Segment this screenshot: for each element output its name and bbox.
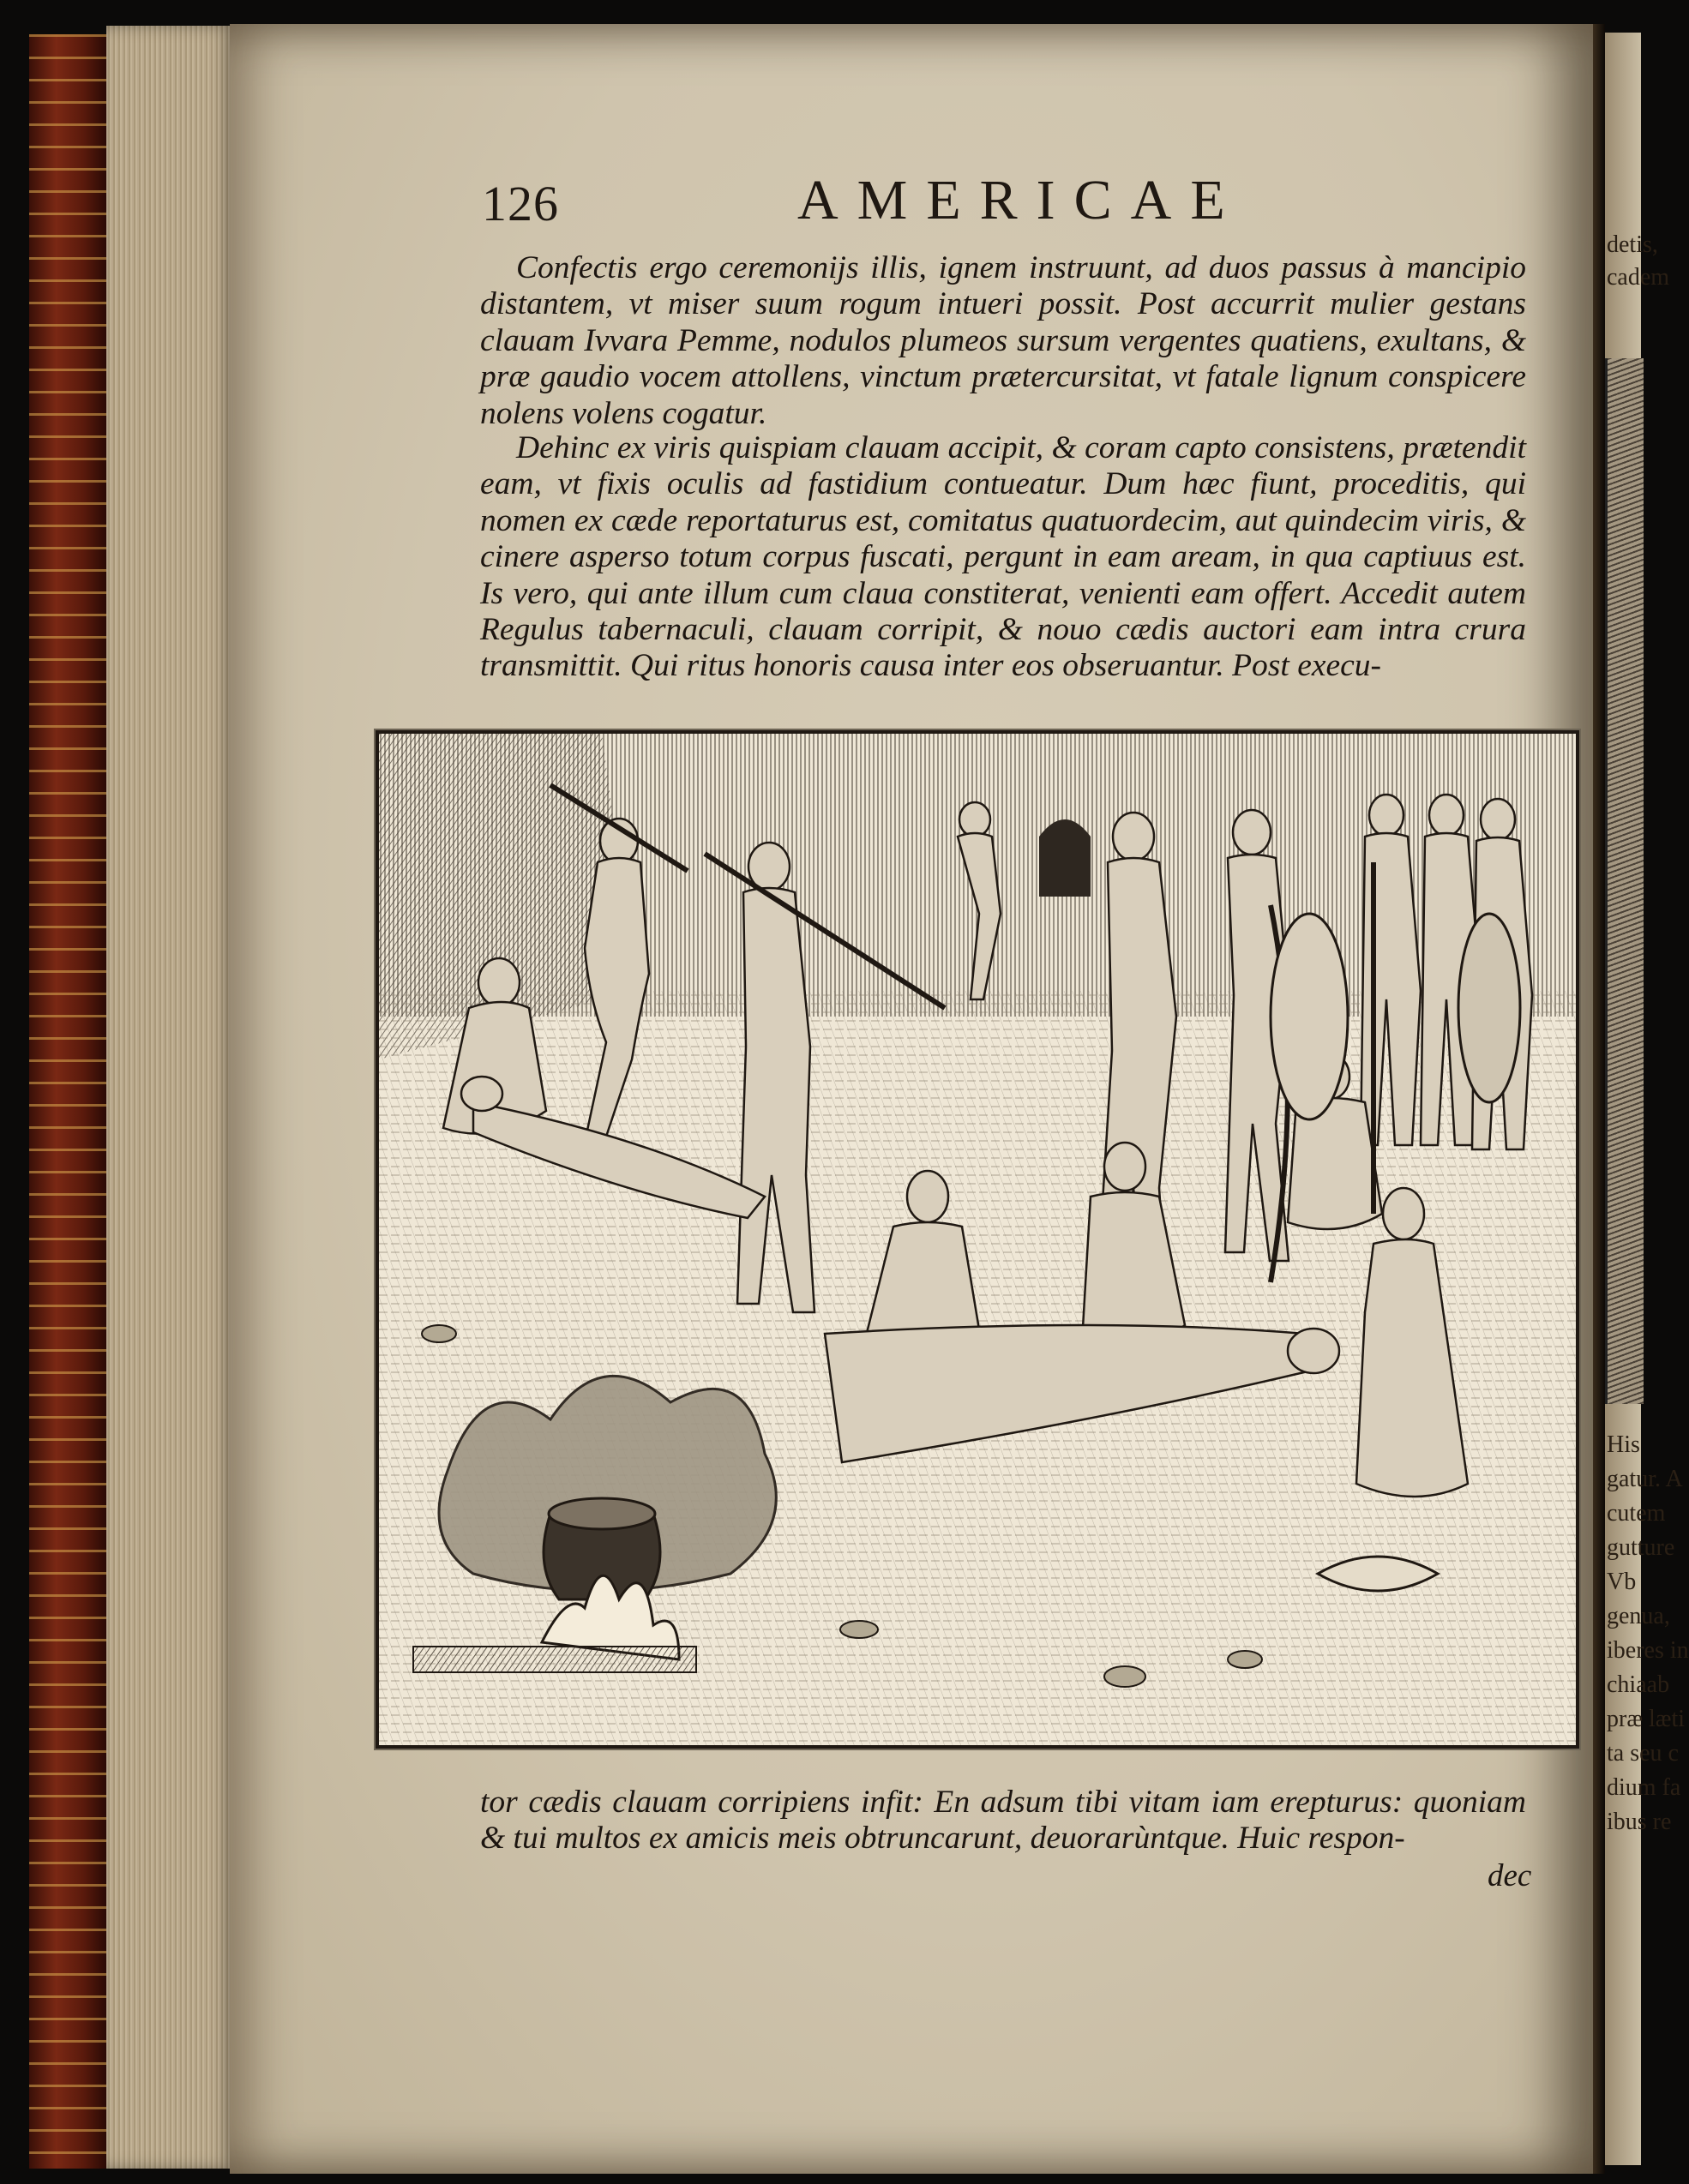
adjacent-fragment: ibus re [1607,1809,1672,1835]
engraving-illustration [379,734,1576,1745]
adjacent-fragment: gatur. A [1607,1466,1683,1492]
adjacent-fragment: dium fa [1607,1774,1681,1801]
text-block-top-1 [480,250,1526,432]
adjacent-fragment: ta seu c [1607,1740,1679,1767]
adjacent-fragment: iberes in [1607,1637,1689,1664]
adjacent-page-engraving [1605,358,1644,1404]
paragraph: Confectis ergo ceremonijs illis, ignem instruunt, ad duos passus à mancipio distantem, vt miser suum rogum intueri possit. Post accurrit mulier gestans clauam Ivvara Pemme, nodulos plumeos sursum vergentes quatiens, exultans, & præ gaudio vocem attollens, vinctum prætercursitat, vt fatale lignum conspicere nolens volens cogatur. [480,250,1526,431]
adjacent-fragment: præ læti [1607,1706,1686,1732]
adjacent-fragment: His [1607,1431,1640,1458]
paragraph: tor cædis clauam corripiens infit: En adsum tibi vitam iam erepturus: quoniam & tui multos ex amicis meis obtruncarunt, deuorarùntque. Huic respon- [480,1785,1526,1857]
text-block-bottom [480,1785,1526,1857]
gutter-shadow [1593,24,1605,2174]
adjacent-fragment: genua, [1607,1603,1670,1629]
page-number: 126 [482,176,559,231]
running-head: AMERICAE [797,169,1244,231]
page-edges [106,26,235,2169]
paragraph: Dehinc ex viris quispiam clauam accipit, & coram capto consistens, prætendit eam, vt fixis oculis ad fastidium contueatur. Dum hæc fiunt, proceditis, qui nomen ex cæde reportaturus est, comitatus quatuordecim, aut quindecim viris, & cinere asperso totum corpus fuscati, pergunt in eam aream, in qua captiuus est. Is vero, qui ante illum cum claua constiterat, venienti eam offert. Accedit autem Regulus tabernaculi, clauam corripit, & nouo cædis auctori eam intra crura transmittit. Qui ritus honoris causa inter eos obseruantur. Post execu- [480,430,1526,684]
adjacent-fragment: chiaab [1607,1671,1670,1698]
adjacent-fragment: cadem [1607,264,1670,291]
adjacent-fragment: cutem [1607,1500,1666,1527]
adjacent-fragment: detis, [1607,231,1658,258]
adjacent-fragment: Vb [1607,1569,1637,1595]
catchword: dec [1488,1858,1532,1893]
text-block-top-2 [480,430,1526,685]
engraving-plate [376,730,1579,1749]
adjacent-fragment: gutture [1607,1534,1675,1561]
adjacent-page-edge [1605,33,1689,2165]
book-spine [29,34,108,2169]
